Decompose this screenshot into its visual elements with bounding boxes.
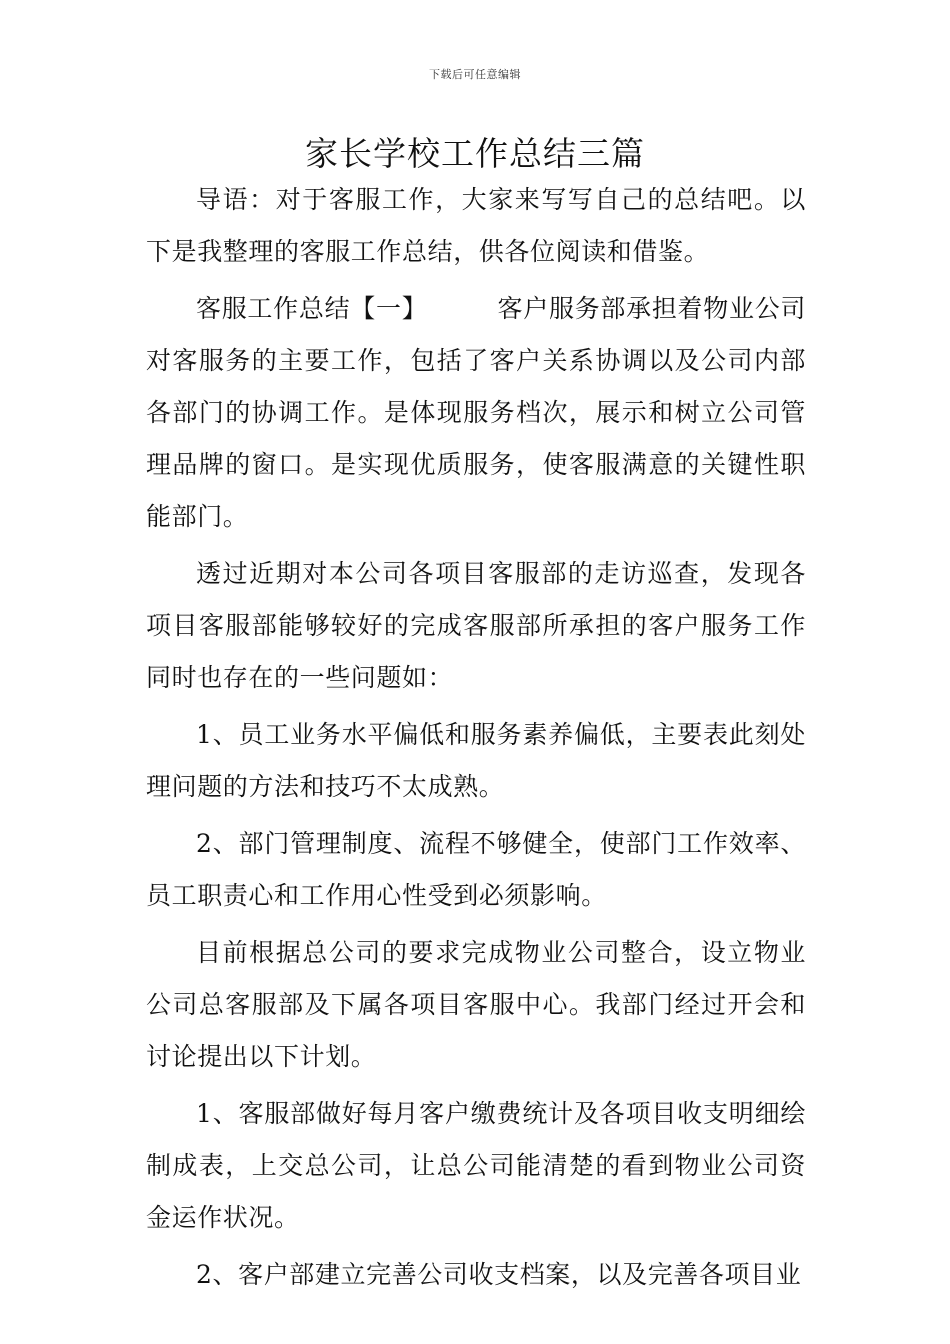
paragraph-plan-1: 1、客服部做好每月客户缴费统计及各项目收支明细绘制成表，上交总公司，让总公司能清楚的看到物业公司资金运作状况。: [146, 1099, 806, 1232]
intro-paragraph: 导语：对于客服工作，大家来写写自己的总结吧。以下是我整理的客服工作总结，供各位阅读和借鉴。: [146, 185, 806, 266]
document-title: 家长学校工作总结三篇: [305, 134, 645, 173]
section-1-heading: 客服工作总结【一】: [196, 294, 428, 323]
page-header-note: 下载后可任意编辑: [429, 68, 521, 81]
paragraph-issue-1: 1、员工业务水平偏低和服务素养偏低，主要表此刻处理问题的方法和技巧不太成熟。: [146, 720, 806, 801]
paragraph-inspection: 透过近期对本公司各项目客服部的走访巡查，发现各项目客服部能够较好的完成客服部所承担的客户服务工作同时也存在的一些问题如：: [146, 559, 806, 692]
section-1-text: 客户服务部承担着物业公司对客服务的主要工作，包括了客户关系协调以及公司内部各部门的协调工作。是体现服务档次，展示和树立公司管理品牌的窗口。是实现优质服务，使客服满意的关键性职能部门。: [146, 294, 807, 531]
document-body: [146, 174, 806, 1306]
paragraph-plan-2: 2、客户部建立完善公司收支档案，以及完善各项目业: [196, 1260, 802, 1289]
section-1-paragraph: [146, 283, 806, 543]
paragraph-plan-intro: 目前根据总公司的要求完成物业公司整合，设立物业公司总客服部及下属各项目客服中心。我部门经过开会和讨论提出以下计划。: [146, 938, 806, 1071]
paragraph-issue-2: 2、部门管理制度、流程不够健全，使部门工作效率、员工职责心和工作用心性受到必须影响。: [146, 829, 806, 910]
